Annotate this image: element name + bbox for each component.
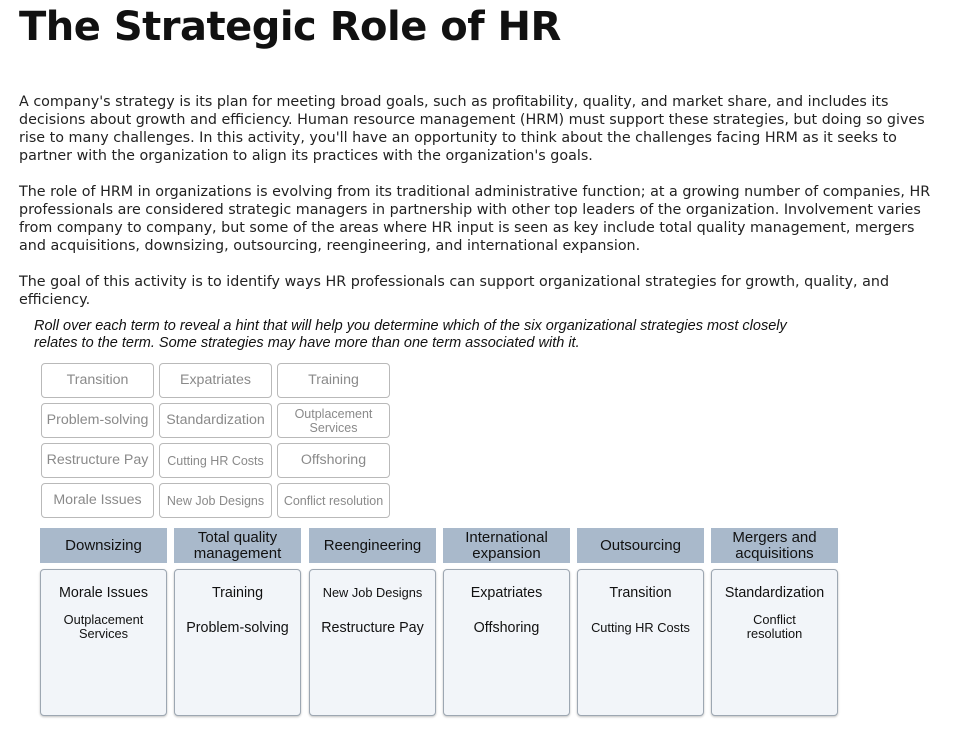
- drop-zone-downsizing[interactable]: [40, 569, 167, 716]
- placed-term-restructure-pay[interactable]: Restructure Pay: [321, 620, 424, 636]
- category-header-reengineering: Reengineering: [309, 528, 436, 563]
- term-card-offshoring[interactable]: Offshoring: [277, 443, 390, 478]
- placed-term-morale-issues[interactable]: Morale Issues: [59, 585, 148, 601]
- intro-paragraph-goal: The goal of this activity is to identify ways HR professionals can support organizational strategies for growth, quality, and efficiency.: [19, 274, 890, 308]
- intro-text: [19, 93, 939, 327]
- placed-term-cutting-hr-costs[interactable]: Cutting HR Costs: [591, 620, 690, 635]
- category-header-downsizing: Downsizing: [40, 528, 167, 563]
- drop-zone-outsourcing[interactable]: [577, 569, 704, 716]
- placed-term-problem-solving[interactable]: Problem-solving: [186, 620, 289, 636]
- term-card-morale-issues[interactable]: Morale Issues: [41, 483, 154, 518]
- term-card-training[interactable]: Training: [277, 363, 390, 398]
- term-card-standardization[interactable]: Standardization: [159, 403, 272, 438]
- placed-term-offshoring[interactable]: Offshoring: [473, 620, 540, 636]
- placed-term-expatriates[interactable]: Expatriates: [470, 585, 543, 601]
- term-card-conflict-resolution[interactable]: Conflict resolution: [277, 483, 390, 518]
- term-card-outplacement-services[interactable]: Outplacement Services: [277, 403, 390, 438]
- term-card-cutting-hr-costs[interactable]: Cutting HR Costs: [159, 443, 272, 478]
- drop-zone-total-quality-management[interactable]: [174, 569, 301, 716]
- term-card-transition[interactable]: Transition: [41, 363, 154, 398]
- placed-term-standardization[interactable]: Standardization: [724, 585, 825, 601]
- category-header-total-quality-management: Total quality management: [174, 528, 301, 563]
- placed-term-training[interactable]: Training: [211, 585, 264, 601]
- activity-instructions: Roll over each term to reveal a hint that will help you determine which of the six organizational strategies most closely relates to the term. Some strategies may have more than one term associated with it.: [34, 318, 787, 351]
- intro-paragraph-strategy: A company's strategy is its plan for meeting broad goals, such as profitability, quality, and market share, and includes its decisions about growth and efficiency. Human resource management (HRM) must support these strategies, but doing so gives rise to many challenges. In this activity, you'll have an opportunity to think about the challenges facing HRM as it seeks to partner with the organization to align its practices with the organization's goals.: [19, 94, 925, 164]
- term-card-new-job-designs[interactable]: New Job Designs: [159, 483, 272, 518]
- drop-zone-international-expansion[interactable]: [443, 569, 570, 716]
- intro-paragraph-role: The role of HRM in organizations is evolving from its traditional administrative function; at a growing number of companies, HR professionals are considered strategic managers in partnership with other top leaders of the organization. Involvement varies from company to company, but some of the areas where HR input is seen as key include total quality management, mergers and acquisitions, downsizing, outsourcing, reengineering, and international expansion.: [19, 184, 931, 254]
- placed-term-conflict-resolution[interactable]: Conflict resolution: [746, 612, 803, 641]
- drop-zone-reengineering[interactable]: [309, 569, 436, 716]
- placed-term-transition[interactable]: Transition: [609, 585, 672, 601]
- category-header-international-expansion: International expansion: [443, 528, 570, 563]
- term-card-problem-solving[interactable]: Problem-solving: [41, 403, 154, 438]
- page-title: The Strategic Role of HR: [19, 4, 561, 50]
- placed-term-new-job-designs[interactable]: New Job Designs: [322, 585, 423, 600]
- drop-zone-mergers-and-acquisitions[interactable]: [711, 569, 838, 716]
- term-card-expatriates[interactable]: Expatriates: [159, 363, 272, 398]
- category-header-outsourcing: Outsourcing: [577, 528, 704, 563]
- placed-term-outplacement-services[interactable]: Outplacement Services: [63, 612, 144, 641]
- category-header-mergers-and-acquisitions: Mergers and acquisitions: [711, 528, 838, 563]
- term-card-restructure-pay[interactable]: Restructure Pay: [41, 443, 154, 478]
